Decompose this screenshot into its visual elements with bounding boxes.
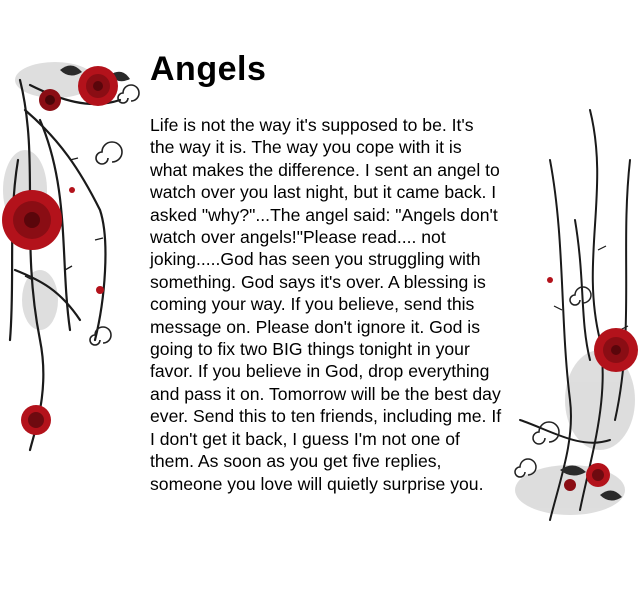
smoke-texture (515, 350, 635, 515)
red-roses (2, 66, 118, 435)
rose-vine-left-decoration (0, 40, 160, 460)
page-title: Angels (150, 50, 267, 88)
message-text: Life is not the way it's supposed to be. It's the way it is. The way you cope with it is what makes the difference. I sent an angel to watch over you last night, but it came back. I asked "why?"...The angel said: "Angels don't watch over angels!"Please read.... not joking.....God has seen you struggling with something. God says it's over. A blessing is coming your way. If you believe, send this message on. Please don't ignore it. God is going to fix two BIG things tonight in your favor. If you believe in God, drop everything and pass it on. Tomorrow will be the best day ever. Send this to ten friends, including me. If I don't get it back, I guess I'm not one of them. As soon as you get five replies, someone you love will quietly surprise you. (150, 115, 502, 494)
vine-stems (10, 80, 120, 450)
swirl-curls (90, 85, 139, 345)
vine-stems (520, 110, 630, 520)
rose-vine-right-decoration (490, 100, 640, 530)
thorns (554, 246, 628, 330)
